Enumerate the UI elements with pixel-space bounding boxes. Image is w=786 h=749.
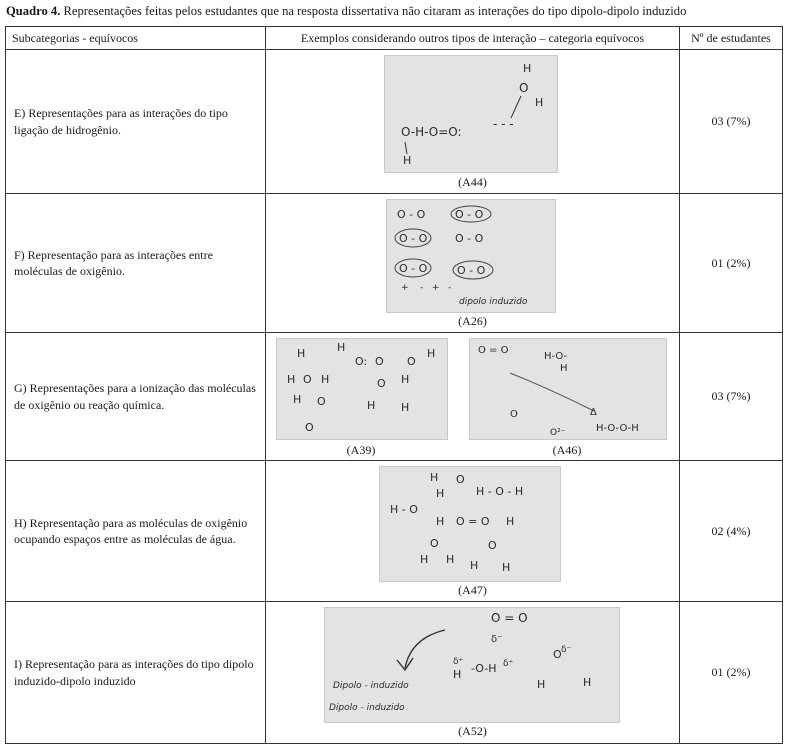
quadro-table <box>5 26 783 744</box>
svg-text:O-H-O=O:: O-H-O=O: <box>401 125 462 139</box>
table-row <box>6 461 783 602</box>
svg-text:O - O: O - O <box>397 208 426 221</box>
svg-text:O: O <box>377 377 386 390</box>
svg-text:H: H <box>537 678 546 691</box>
row-i-examples <box>266 602 680 744</box>
svg-text:H: H <box>436 487 445 500</box>
caption-text: Representações feitas pelos estudantes que na resposta dissertativa não citaram as interações do tipo dipolo-dipolo induzido <box>63 4 687 18</box>
row-h-examples <box>266 461 680 602</box>
svg-text:H: H <box>453 668 462 681</box>
label-a47: (A47) <box>458 583 487 597</box>
svg-text:H: H <box>297 347 306 360</box>
svg-text:+ - + -: + - + - <box>401 283 452 293</box>
table-row <box>6 50 783 194</box>
image-a26 <box>386 199 556 313</box>
svg-text:H: H <box>293 393 302 406</box>
svg-text:H: H <box>427 347 436 360</box>
row-f-examples <box>266 194 680 333</box>
svg-text:O - O: O - O <box>455 208 484 221</box>
svg-text:H: H <box>321 373 330 386</box>
svg-text:H: H <box>367 399 376 412</box>
a26-note: dipolo induzido <box>459 297 528 307</box>
svg-text:H: H <box>523 62 532 75</box>
svg-text:δ⁺: δ⁺ <box>453 657 464 667</box>
row-i-subcategory: I) Representação para as interações do tipo dipolo induzido-dipolo induzido <box>6 602 266 744</box>
svg-text:O:: O: <box>355 355 368 368</box>
svg-text:O - O: O - O <box>455 232 484 245</box>
row-g-count: 03 (7%) <box>680 333 783 461</box>
svg-text:H: H <box>506 515 515 528</box>
header-exemplos: Exemplos considerando outros tipos de interação – categoria equívocos <box>266 27 680 50</box>
svg-text:H: H <box>560 363 568 374</box>
svg-text:O - O: O - O <box>457 264 486 277</box>
a52-note-2: Dipolo - induzido <box>329 703 405 713</box>
svg-text:O = O: O = O <box>491 611 528 625</box>
label-a46: (A46) <box>552 443 582 457</box>
svg-text:δ⁻: δ⁻ <box>491 634 503 645</box>
svg-text:O: O <box>317 395 326 408</box>
svg-text:H: H <box>401 401 410 414</box>
svg-text:H: H <box>502 561 511 574</box>
svg-text:H-O-O-H: H-O-O-H <box>596 423 639 434</box>
svg-text:O: O <box>305 421 314 434</box>
image-a47 <box>379 466 561 582</box>
svg-text:O: O <box>375 355 384 368</box>
row-g-subcategory: G) Representações para a ionização das moléculas de oxigênio ou reação química. <box>6 333 266 461</box>
row-e-subcategory: E) Representações para as interações do tipo ligação de hidrogênio. <box>6 50 266 194</box>
svg-text:δ⁺: δ⁺ <box>503 659 514 669</box>
label-a26: (A26) <box>458 314 487 328</box>
svg-text:O - O: O - O <box>399 232 428 245</box>
row-e-count: 03 (7%) <box>680 50 783 194</box>
svg-text:H: H <box>436 515 445 528</box>
caption-label: Quadro 4. <box>6 4 61 18</box>
header-row <box>6 27 783 50</box>
svg-text:H: H <box>430 471 439 484</box>
svg-text:Δ: Δ <box>590 407 597 418</box>
svg-text:O = O: O = O <box>456 515 490 528</box>
svg-text:H: H <box>535 96 544 109</box>
svg-text:O = O: O = O <box>478 345 509 356</box>
row-h-subcategory: H) Representação para as moléculas de oxigênio ocupando espaços entre as moléculas de água. <box>6 461 266 602</box>
svg-text:O: O <box>488 539 497 552</box>
svg-text:O: O <box>519 81 529 95</box>
row-e-examples <box>266 50 680 194</box>
table-caption <box>6 4 686 19</box>
header-subcategorias: Subcategorias - equívocos <box>6 27 266 50</box>
label-a52: (A52) <box>458 724 487 738</box>
image-a39 <box>276 338 448 440</box>
row-h-count: 02 (4%) <box>680 461 783 602</box>
svg-text:H: H <box>337 341 346 354</box>
svg-text:H: H <box>420 553 429 566</box>
svg-text:H - O - H: H - O - H <box>476 485 524 498</box>
row-i-count: 01 (2%) <box>680 602 783 744</box>
svg-text:O: O <box>407 355 416 368</box>
svg-text:H: H <box>403 154 412 167</box>
image-a44 <box>384 55 558 173</box>
svg-text:H: H <box>401 373 410 386</box>
label-a44: (A44) <box>458 175 487 189</box>
svg-text:- - -: - - - <box>493 117 514 131</box>
svg-text:O - O: O - O <box>399 262 428 275</box>
svg-text:O: O <box>553 648 562 661</box>
image-a46 <box>469 338 667 440</box>
svg-text:H: H <box>470 559 479 572</box>
row-f-subcategory: F) Representação para as interações entre moléculas de oxigênio. <box>6 194 266 333</box>
svg-text:-O-H: -O-H <box>471 662 497 675</box>
svg-text:O²⁻: O²⁻ <box>550 428 566 438</box>
svg-text:H: H <box>583 676 592 689</box>
svg-text:O: O <box>456 473 465 486</box>
svg-text:δ⁻: δ⁻ <box>561 645 572 655</box>
svg-text:O: O <box>430 537 439 550</box>
table-row <box>6 333 783 461</box>
row-f-count: 01 (2%) <box>680 194 783 333</box>
svg-text:H - O: H - O <box>390 503 418 516</box>
svg-text:O: O <box>510 409 518 420</box>
row-g-examples <box>266 333 680 461</box>
table-row <box>6 194 783 333</box>
image-a52 <box>324 607 620 723</box>
svg-text:H: H <box>287 373 296 386</box>
svg-text:O: O <box>303 373 312 386</box>
table-row <box>6 602 783 744</box>
svg-text:H-O-: H-O- <box>544 351 568 362</box>
svg-text:H: H <box>446 553 455 566</box>
header-num-estudantes: Nº de estudantes <box>680 27 783 50</box>
a52-note-1: Dipolo - induzido <box>333 681 409 691</box>
label-a39: (A39) <box>346 443 376 457</box>
